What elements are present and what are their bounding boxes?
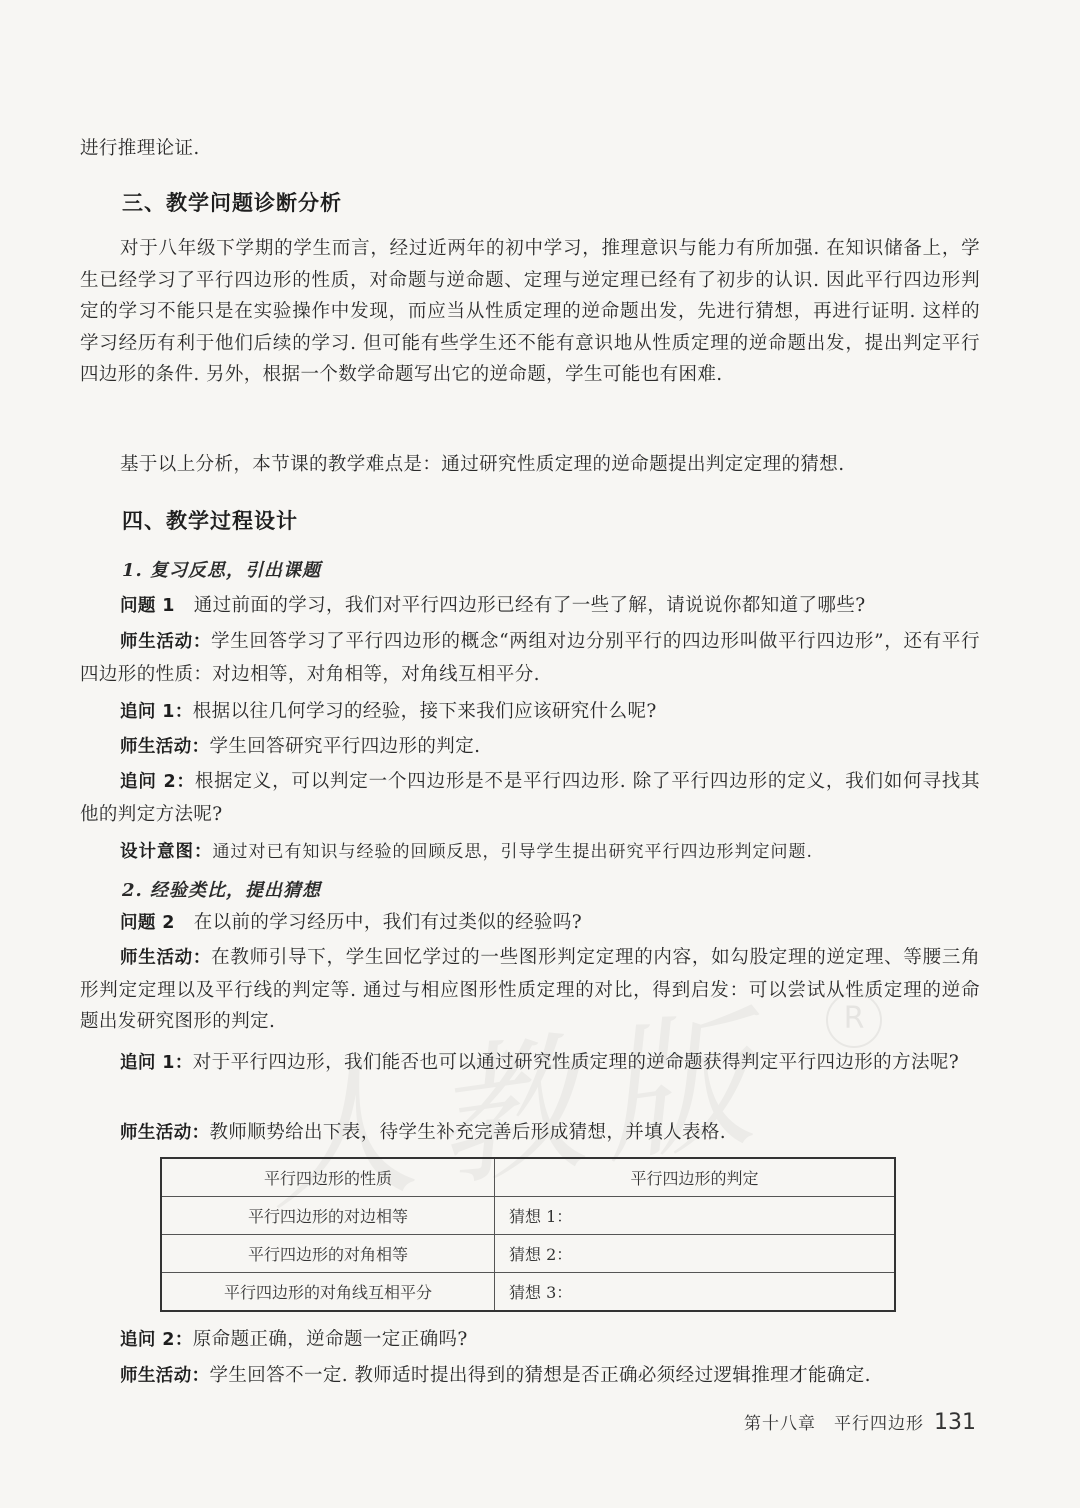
question-1-text: 通过前面的学习，我们对平行四边形已经有了一些了解，请说说你都知道了哪些? [193, 595, 866, 616]
activity-3-label: 师生活动： [120, 948, 212, 968]
question-1-label: 问题 1 [120, 596, 175, 616]
followup-4-text: 原命题正确，逆命题一定正确吗? [192, 1329, 468, 1350]
table-cell-conjecture: 猜想 1： [495, 1197, 896, 1235]
activity-5 [80, 1360, 980, 1393]
followup-3-label: 追问 1： [120, 1053, 193, 1073]
followup-4-label: 追问 2： [120, 1330, 193, 1350]
activity-4-text: 教师顺势给出下表，待学生补充完善后形成猜想，并填人表格. [209, 1122, 727, 1143]
table-header-cell: 平行四边形的性质 [161, 1158, 495, 1197]
section3-paragraph-2: 基于以上分析，本节课的教学难点是：通过研究性质定理的逆命题提出判定定理的猜想. [120, 454, 845, 475]
activity-2 [80, 731, 980, 764]
question-1 [80, 590, 980, 623]
design-intent-text: 通过对已有知识与经验的回顾反思，引导学生提出研究平行四边形判定问题. [212, 842, 813, 862]
followup-3 [80, 1047, 980, 1080]
chapter-title: 第十八章 平行四边形 [744, 1414, 924, 1434]
activity-4-label: 师生活动： [120, 1123, 210, 1143]
page-footer [744, 1409, 976, 1435]
table-row [161, 1273, 895, 1312]
followup-2-text: 根据定义，可以判定一个四边形是不是平行四边形. 除了平行四边形的定义，我们如何寻找其他的判定方法呢? [80, 771, 980, 825]
table-cell-property: 平行四边形的对角线互相平分 [161, 1273, 495, 1312]
table-cell-property: 平行四边形的对边相等 [161, 1197, 495, 1235]
intro-line: 进行推理论证. [80, 138, 200, 159]
activity-1-text: 学生回答学习了平行四边形的概念“两组对边分别平行的四边形叫做平行四边形”，还有平行四边形的性质：对边相等，对角相等，对角线互相平分. [80, 631, 981, 685]
followup-2-label: 追问 2： [120, 772, 195, 792]
followup-2 [80, 766, 980, 830]
activity-2-text: 学生回答研究平行四边形的判定. [209, 736, 481, 757]
section3-title: 三、教学问题诊断分析 [122, 191, 342, 215]
table-row [161, 1197, 895, 1235]
registered-mark-icon: R [826, 992, 882, 1048]
activity-3 [80, 942, 980, 1038]
followup-1-label: 追问 1： [120, 702, 193, 722]
subsection-2-title: 2. 经验类比，提出猜想 [122, 880, 322, 901]
activity-4 [80, 1117, 980, 1150]
table-cell-conjecture: 猜想 2： [495, 1235, 896, 1273]
section4-title: 四、教学过程设计 [122, 509, 298, 533]
table-cell-conjecture: 猜想 3： [495, 1273, 896, 1312]
page-number: 131 [934, 1410, 976, 1435]
followup-4 [80, 1324, 980, 1357]
design-intent [80, 837, 980, 869]
conjecture-table [160, 1157, 896, 1312]
activity-1-label: 师生活动： [120, 632, 212, 652]
followup-3-text: 对于平行四边形，我们能否也可以通过研究性质定理的逆命题获得判定平行四边形的方法呢? [192, 1052, 960, 1073]
question-2 [80, 907, 980, 940]
table-row [161, 1235, 895, 1273]
activity-5-label: 师生活动： [120, 1366, 210, 1386]
activity-3-text: 在教师引导下，学生回忆学过的一些图形判定定理的内容，如勾股定理的逆定理、等腰三角形判定定理以及平行线的判定等. 通过与相应图形性质定理的对比，得到启发：可以尝试从性质定理的逆命题出发研究图形的判定. [80, 947, 980, 1032]
subsection-1-title: 1. 复习反思，引出课题 [122, 560, 322, 581]
table-cell-property: 平行四边形的对角相等 [161, 1235, 495, 1273]
design-intent-label: 设计意图： [120, 842, 213, 862]
activity-2-label: 师生活动： [120, 737, 210, 757]
table-header-row [161, 1158, 895, 1197]
section3-paragraph-1: 对于八年级下学期的学生而言，经过近两年的初中学习，推理意识与能力有所加强. 在知识储备上，学生已经学习了平行四边形的性质，对命题与逆命题、定理与逆定理已经有了初步的认识. 因此平行四边形判定的学习不能只是在实验操作中发现，而应当从性质定理的逆命题出发，先进行猜想，再进行证明. 这样的学习经历有利于他们后续的学习. 但可能有些学生还不能有意识地从性质定理的逆命题出发，提出判定平行四边形的条件. 另外，根据一个数学命题写出它的逆命题，学生可能也有困难. [80, 238, 980, 385]
question-2-label: 问题 2 [120, 913, 175, 933]
table-header-cell: 平行四边形的判定 [495, 1158, 896, 1197]
activity-5-text: 学生回答不一定. 教师适时提出得到的猜想是否正确必须经过逻辑推理才能确定. [209, 1365, 871, 1386]
activity-1 [80, 626, 980, 690]
followup-1-text: 根据以往几何学习的经验，接下来我们应该研究什么呢? [192, 701, 657, 722]
followup-1 [80, 696, 980, 729]
question-2-text: 在以前的学习经历中，我们有过类似的经验吗? [193, 912, 583, 933]
